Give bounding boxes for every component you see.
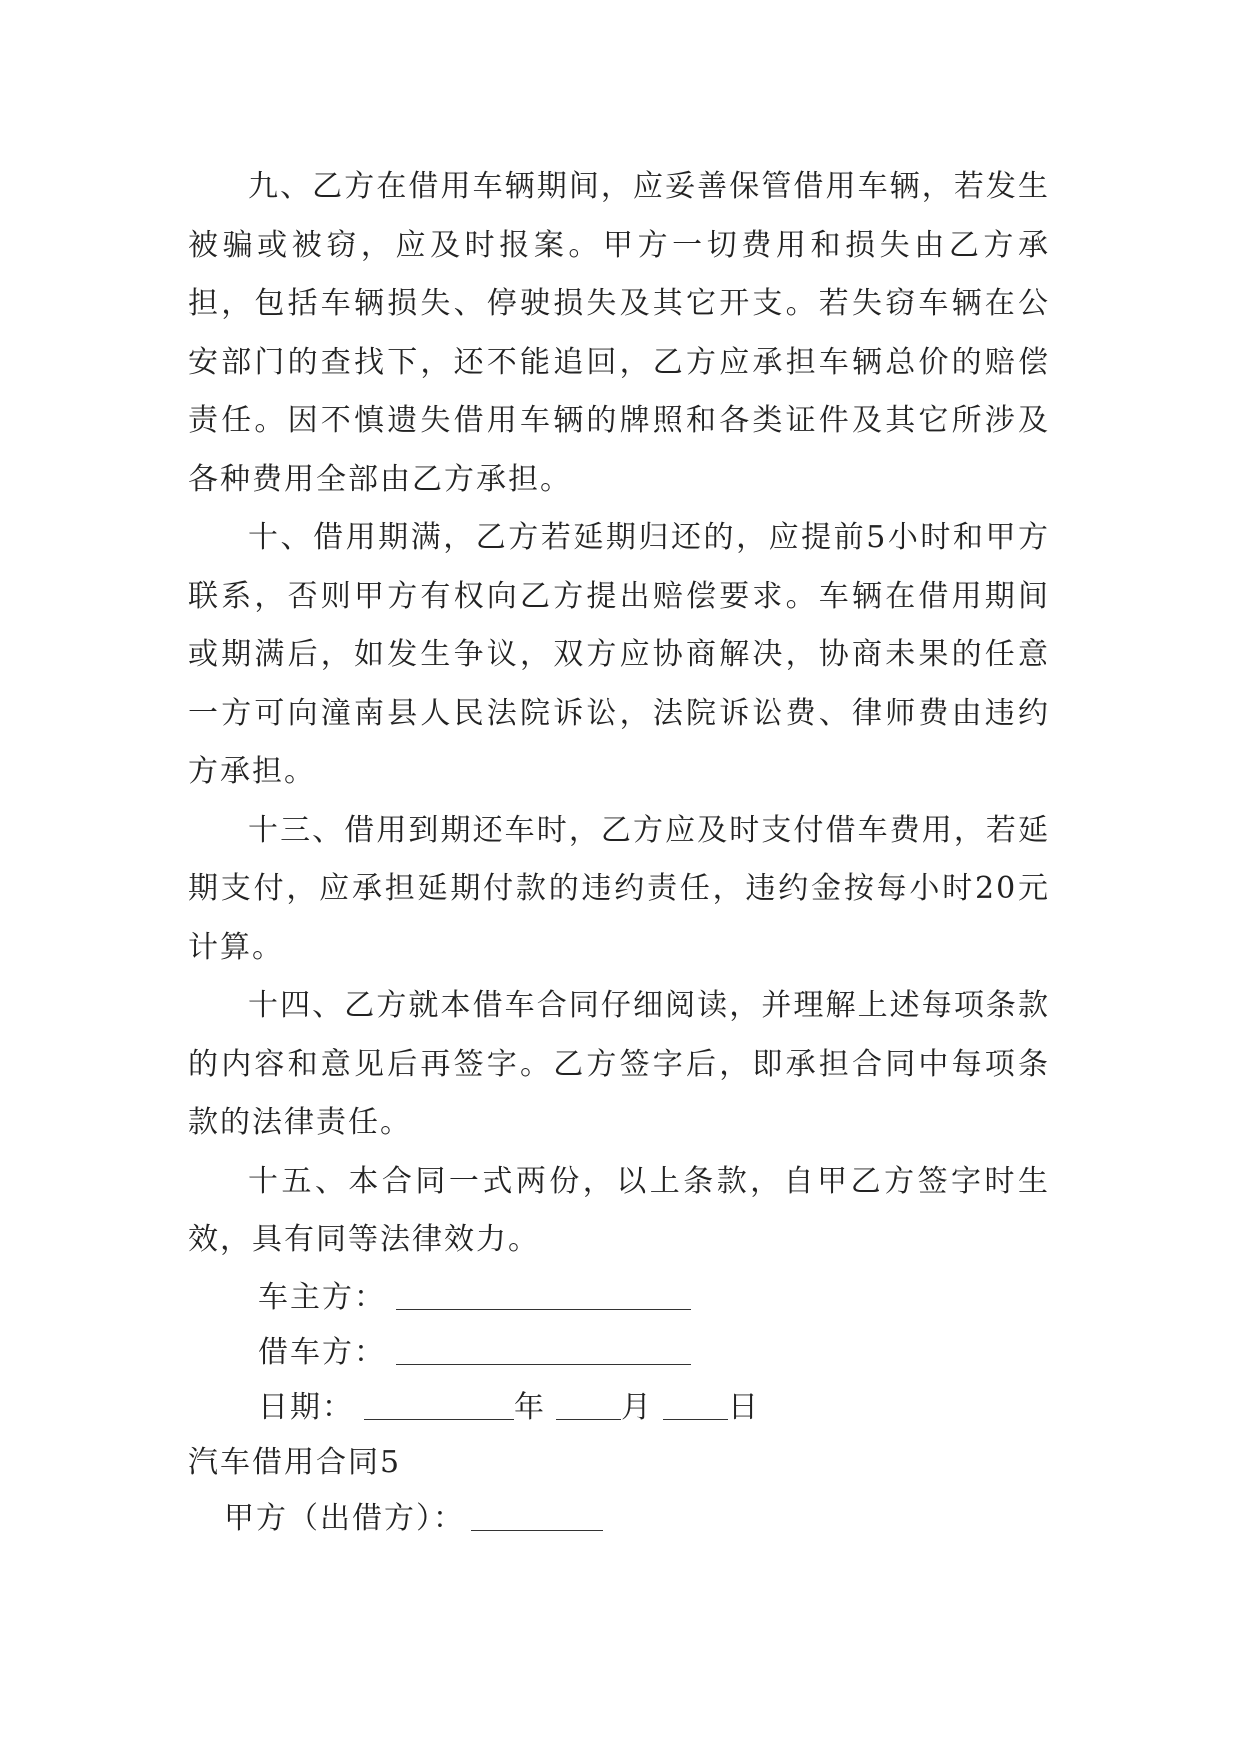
clause-14-paragraph: 十四、乙方就本借车合同仔细阅读，并理解上述每项条款的内容和意见后再签字。乙方签字后，即承担合同中每项条款的法律责任。 xyxy=(188,988,1050,1140)
owner-signature-line xyxy=(188,1270,1050,1325)
day-blank xyxy=(663,1397,728,1420)
year-blank xyxy=(364,1397,514,1420)
party-a-label: 甲方（出借方）： xyxy=(224,1500,465,1536)
clause-15-paragraph: 十五、本合同一式两份，以上条款，自甲乙方签字时生效，具有同等法律效力。 xyxy=(188,1163,1050,1257)
date-line xyxy=(188,1380,1050,1435)
day-unit: 日 xyxy=(728,1389,760,1425)
party-a-blank xyxy=(471,1508,603,1531)
borrower-signature-line xyxy=(188,1325,1050,1380)
year-unit: 年 xyxy=(514,1389,546,1425)
next-contract-title: 汽车借用合同5 xyxy=(188,1444,402,1480)
clause-13-paragraph: 十三、借用到期还车时，乙方应及时支付借车费用，若延期支付，应承担延期付款的违约责任，违约金按每小时20元计算。 xyxy=(188,812,1050,965)
owner-label: 车主方： xyxy=(258,1279,386,1315)
owner-signature-blank xyxy=(396,1287,691,1310)
party-a-line xyxy=(188,1491,1050,1547)
clause-9-paragraph: 九、乙方在借用车辆期间，应妥善保管借用车辆，若发生被骗或被窃，应及时报案。甲方一切费用和损失由乙方承担，包括车辆损失、停驶损失及其它开支。若失窃车辆在公安部门的查找下，还不能追回，乙方应承担车辆总价的赔偿责任。因不慎遗失借用车辆的牌照和各类证件及其它所涉及各种费用全部由乙方承担。 xyxy=(188,169,1050,497)
date-label: 日期： xyxy=(258,1389,354,1425)
clause-10-paragraph: 十、借用期满，乙方若延期归还的，应提前5小时和甲方联系，否则甲方有权向乙方提出赔偿要求。车辆在借用期间或期满后，如发生争议，双方应协商解决，协商未果的任意一方可向潼南县人民法院诉讼，法院诉讼费、律师费由违约方承担。 xyxy=(188,520,1050,789)
document-body xyxy=(188,158,1050,1547)
borrower-label: 借车方： xyxy=(258,1334,386,1370)
month-blank xyxy=(556,1397,621,1420)
borrower-signature-blank xyxy=(396,1342,691,1365)
month-unit: 月 xyxy=(621,1389,653,1425)
